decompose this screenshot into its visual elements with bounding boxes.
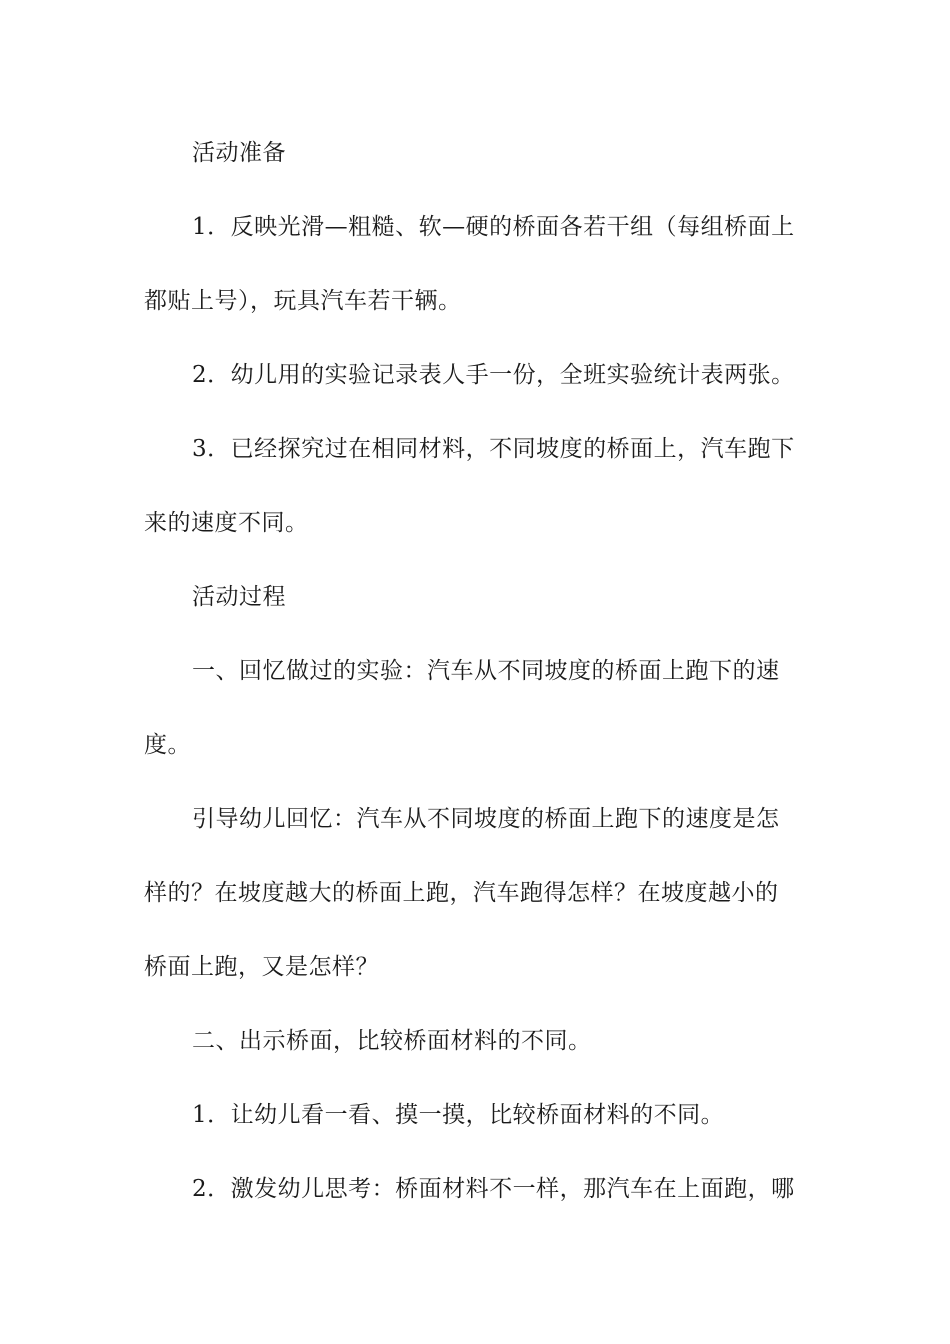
paragraph-line: 3．已经探究过在相同材料，不同坡度的桥面上，汽车跑下 [192, 436, 795, 462]
paragraph-line: 来的速度不同。 [144, 510, 309, 536]
paragraph-line: 样的？在坡度越大的桥面上跑，汽车跑得怎样？在坡度越小的 [144, 880, 779, 906]
paragraph-line: 1．让幼儿看一看、摸一摸，比较桥面材料的不同。 [192, 1102, 725, 1128]
heading-activity-process: 活动过程 [192, 584, 286, 610]
paragraph-line: 2．激发幼儿思考：桥面材料不一样，那汽车在上面跑，哪 [192, 1176, 795, 1202]
paragraph-line: 一、回忆做过的实验：汽车从不同坡度的桥面上跑下的速 [192, 658, 780, 684]
paragraph-line: 1．反映光滑—粗糙、软—硬的桥面各若干组（每组桥面上 [192, 214, 795, 240]
document-body [144, 116, 810, 1226]
paragraph-line: 二、出示桥面，比较桥面材料的不同。 [192, 1028, 592, 1054]
paragraph-line: 度。 [144, 732, 191, 758]
paragraph-line: 2．幼儿用的实验记录表人手一份，全班实验统计表两张。 [192, 362, 795, 388]
paragraph-line: 都贴上号），玩具汽车若干辆。 [144, 288, 462, 314]
paragraph-line: 引导幼儿回忆：汽车从不同坡度的桥面上跑下的速度是怎 [192, 806, 780, 832]
heading-activity-preparation: 活动准备 [192, 140, 286, 166]
paragraph-line: 桥面上跑，又是怎样？ [144, 954, 379, 980]
